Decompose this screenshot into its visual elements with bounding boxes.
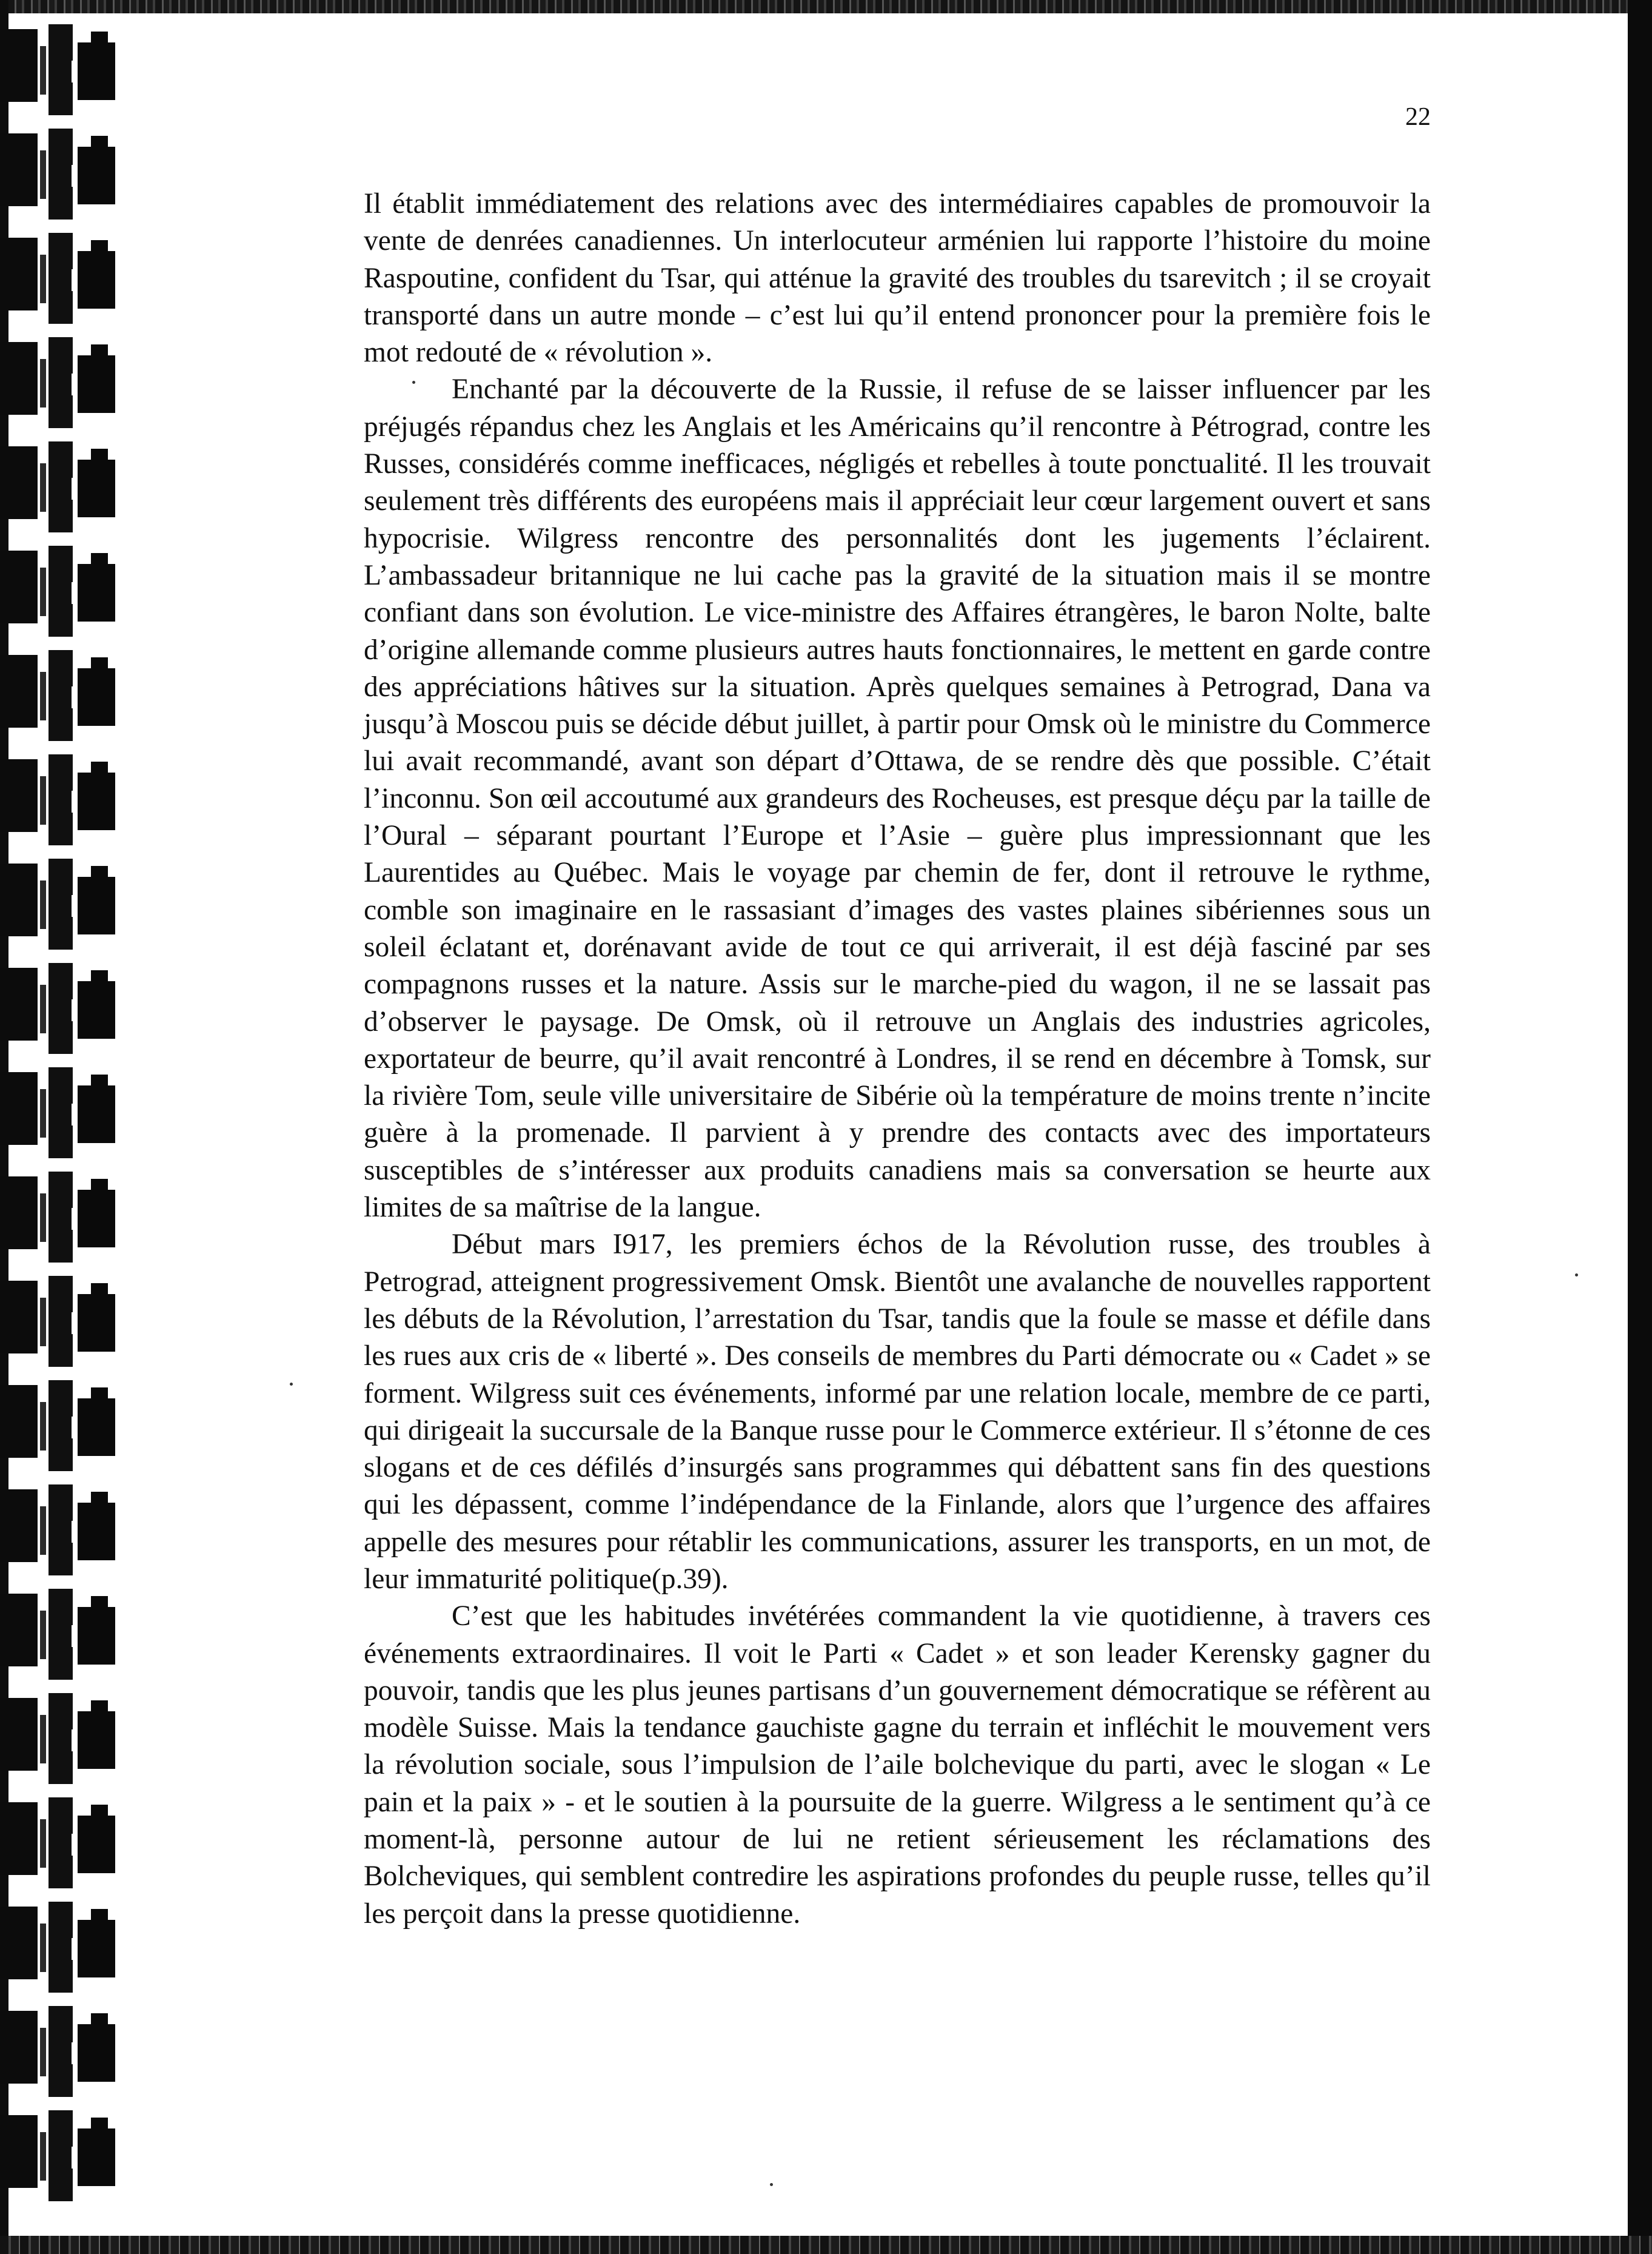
binding-coil-part [0, 1802, 38, 1875]
binding-coil-part [78, 355, 115, 413]
binding-coil-part [78, 668, 115, 726]
binding-coil-part [40, 672, 46, 720]
binding-coil-part [48, 441, 73, 532]
binding-coil-part [91, 1179, 108, 1192]
binding-coil-part [0, 133, 38, 206]
binding-coil [0, 1067, 133, 1158]
binding-coil-part [78, 1816, 115, 1873]
binding-coil-part [0, 1489, 38, 1562]
binding-coil-part [40, 463, 46, 512]
binding-coil-part [40, 2028, 46, 2076]
binding-coil-part [91, 449, 108, 462]
binding-coil-part [48, 650, 73, 741]
binding-coil-part [0, 1176, 38, 1249]
scan-speck [412, 381, 415, 384]
binding-coil-part [91, 1909, 108, 1922]
binding-coil-part [40, 985, 46, 1033]
binding-coil-part [48, 1797, 73, 1888]
binding-coil-part [91, 762, 108, 775]
binding-coil-part [0, 1698, 38, 1771]
binding-coil [0, 441, 133, 532]
binding-coil-part [91, 240, 108, 253]
binding-coil-part [0, 1281, 38, 1353]
binding-coil-part [0, 551, 38, 623]
spiral-binding [0, 24, 133, 2244]
binding-coil-part [40, 1298, 46, 1346]
binding-coil-part [91, 32, 108, 45]
binding-coil-part [40, 1506, 46, 1555]
binding-coil-part [78, 147, 115, 204]
binding-coil-part [78, 1607, 115, 1665]
binding-coil-part [0, 342, 38, 415]
binding-coil-part [0, 29, 38, 102]
scan-speck [770, 2183, 773, 2186]
binding-coil [0, 1589, 133, 1680]
body-text [364, 186, 1431, 1933]
binding-coil-part [40, 776, 46, 825]
binding-coil-part [0, 1385, 38, 1458]
binding-coil-part [48, 1067, 73, 1158]
binding-coil-part [0, 446, 38, 519]
binding-coil-part [91, 1283, 108, 1296]
binding-coil-part [40, 1611, 46, 1659]
paragraph-2: Enchanté par la découverte de la Russie, il refuse de se laisser influencer par les préjugés répandus chez les Anglais et les Américains qu’il rencontre à Pétrograd, contre les Russes, considérés comme inefficaces, négligés et rebelles à toute ponctualité. Il les trouvait seulement très différents des européens mais il appréciait leur cœur largement ouvert et sans hypocrisie. Wilgress rencontre des personnalités dont les jugements l’éclairent. L’ambassadeur britannique ne lui cache pas la gravité de la situation mais il se montre confiant dans son évolution. Le vice-ministre des Affaires étrangères, le baron Nolte, balte d’origine allemande comme plusieurs autres hauts fonctionnaires, le mettent en garde contre des appréciations hâtives sur la situation. Après quelques semaines à Petrograd, Dana va jusqu’à Moscou puis se décide début juillet, à partir pour Omsk où le ministre du Commerce lui avait recommandé, avant son départ d’Ottawa, de se rendre dès que possible. C’était l’inconnu. Son œil accoutumé aux grandeurs des Rocheuses, est presque déçu par la taille de l’Oural – séparant pourtant l’Europe et l’Asie – guère plus impressionnant que les Laurentides au Québec. Mais le voyage par chemin de fer, dont il retrouve le rythme, comble son imaginaire en le rassasiant d’images des vastes plaines sibériennes sous un soleil éclatant et, dorénavant avide de tout ce qui arriverait, il est déjà fasciné par ses compagnons russes et la nature. Assis sur le marche-pied du wagon, il ne se lassait pas d’observer le paysage. De Omsk, où il retrouve un Anglais des industries agricoles, exportateur de beurre, qu’il avait rencontré à Londres, il se rend en décembre à Tomsk, sur la rivière Tom, seule ville universitaire de Sibérie où la température de moins trente n’incite guère à la promenade. Il parvient à y prendre des contacts avec des importateurs susceptibles de s’intéresser aux produits canadiens mais sa conversation se heurte aux limites de sa maîtrise de la langue. [364, 374, 1431, 1224]
binding-coil-part [48, 233, 73, 324]
binding-coil-part [48, 337, 73, 428]
binding-coil-part [91, 2013, 108, 2027]
binding-coil-part [78, 42, 115, 100]
binding-coil-part [48, 1589, 73, 1680]
binding-coil-part [91, 1075, 108, 1088]
binding-coil-part [91, 1596, 108, 1609]
binding-coil-part [40, 1193, 46, 1242]
scan-border-right [1628, 0, 1652, 2254]
binding-coil [0, 1797, 133, 1888]
binding-coil-part [40, 1715, 46, 1763]
binding-coil-part [91, 2118, 108, 2131]
binding-coil-part [78, 460, 115, 517]
binding-coil-part [78, 877, 115, 934]
binding-coil-part [48, 2006, 73, 2097]
binding-coil [0, 337, 133, 428]
binding-coil-part [40, 150, 46, 199]
binding-coil-part [48, 1172, 73, 1263]
binding-coil-part [91, 344, 108, 358]
binding-coil [0, 1380, 133, 1471]
binding-coil-part [40, 46, 46, 95]
binding-coil [0, 1902, 133, 1993]
binding-coil-part [48, 1484, 73, 1575]
binding-coil [0, 129, 133, 220]
binding-coil-part [48, 546, 73, 637]
binding-coil-part [40, 1924, 46, 1972]
binding-coil-part [0, 1594, 38, 1666]
binding-coil-part [78, 1190, 115, 1247]
binding-coil [0, 1172, 133, 1263]
binding-coil-part [0, 864, 38, 936]
binding-coil-part [78, 564, 115, 622]
binding-coil-part [91, 136, 108, 149]
binding-coil-part [48, 1902, 73, 1993]
binding-coil [0, 2006, 133, 2097]
binding-coil-part [78, 1398, 115, 1456]
binding-coil [0, 754, 133, 845]
binding-coil-part [91, 970, 108, 984]
paragraph-4: C’est que les habitudes invétérées commandent la vie quotidienne, à travers ces événements extraordinaires. Il voit le Parti « Cadet » et son leader Kerensky gagner du pouvoir, tandis que les plus jeunes partisans d’un gouvernement démocratique se réfèrent au modèle Suisse. Mais la tendance gauchiste gagne du terrain et infléchit le mouvement vers la révolution sociale, sous l’impulsion de l’aile bolchevique du parti, avec le slogan « Le pain et la paix » - et le soutien à la poursuite de la guerre. Wilgress a le sentiment qu’à ce moment-là, personne autour de lui ne retient sérieusement les réclamations des Bolcheviques, qui semblent contredire les aspirations profondes du peuple russe, telles qu’il les perçoit dans la presse quotidienne. [364, 1600, 1431, 1930]
binding-coil-part [48, 963, 73, 1054]
binding-coil-part [91, 657, 108, 671]
scan-speck [1575, 1273, 1578, 1276]
binding-coil-part [48, 1693, 73, 1784]
binding-coil-part [78, 2128, 115, 2186]
binding-coil-part [91, 866, 108, 879]
binding-coil-part [0, 968, 38, 1041]
binding-coil-part [78, 2024, 115, 2082]
binding-coil-part [48, 1380, 73, 1471]
binding-coil-part [78, 1503, 115, 1560]
binding-coil [0, 1276, 133, 1367]
scan-border-bottom [0, 2236, 1652, 2254]
binding-coil-part [78, 251, 115, 309]
binding-coil-part [78, 1711, 115, 1769]
binding-coil-part [91, 1700, 108, 1714]
binding-coil [0, 24, 133, 115]
binding-coil-part [78, 1920, 115, 1977]
binding-coil-part [40, 568, 46, 616]
binding-coil-part [40, 255, 46, 303]
binding-coil-part [0, 238, 38, 310]
binding-coil [0, 963, 133, 1054]
binding-coil-part [48, 754, 73, 845]
page-number: 22 [1405, 103, 1431, 131]
binding-coil-part [48, 2110, 73, 2201]
binding-coil-part [78, 981, 115, 1039]
binding-coil [0, 650, 133, 741]
binding-coil-part [91, 1387, 108, 1401]
binding-coil-part [0, 655, 38, 728]
binding-coil-part [40, 359, 46, 408]
binding-coil-part [0, 1072, 38, 1145]
binding-coil-part [48, 1276, 73, 1367]
binding-coil-part [40, 1819, 46, 1868]
scan-border-top [0, 0, 1652, 13]
binding-coil-part [78, 773, 115, 830]
binding-coil-part [0, 2115, 38, 2188]
binding-coil-part [48, 24, 73, 115]
binding-coil-part [48, 129, 73, 220]
binding-coil-part [78, 1085, 115, 1143]
binding-coil-part [0, 1907, 38, 1979]
binding-coil-part [40, 1089, 46, 1138]
binding-coil-part [91, 1492, 108, 1505]
binding-coil-part [40, 2132, 46, 2181]
binding-coil-part [91, 1805, 108, 1818]
binding-coil-part [40, 1402, 46, 1451]
binding-coil [0, 1693, 133, 1784]
binding-coil-part [91, 553, 108, 566]
binding-coil [0, 1484, 133, 1575]
binding-coil [0, 2110, 133, 2201]
binding-coil-part [0, 2011, 38, 2084]
binding-coil-part [40, 880, 46, 929]
paragraph-1: Il établit immédiatement des relations avec des intermédiaires capables de promouvoir la vente de denrées canadiennes. Un interlocuteur arménien lui rapporte l’histoire du moine Raspoutine, confident du Tsar, qui atténue la gravité des troubles du tsarevitch ; il se croyait transporté dans un autre monde – c’est lui qu’il entend prononcer pour la première fois le mot redouté de « révolution ». [364, 188, 1431, 369]
binding-coil [0, 859, 133, 950]
binding-coil [0, 546, 133, 637]
binding-coil-part [48, 859, 73, 950]
scan-speck [290, 1383, 293, 1386]
binding-coil [0, 233, 133, 324]
binding-coil-part [78, 1294, 115, 1352]
binding-coil-part [0, 759, 38, 832]
paragraph-3: Début mars I917, les premiers échos de la Révolution russe, des troubles à Petrograd, atteignent progressivement Omsk. Bientôt une avalanche de nouvelles rapportent les débuts de la Révolution, l’arrestation du Tsar, tandis que la foule se masse et défile dans les rues aux cris de « liberté ». Des conseils de membres du Parti démocrate ou « Cadet » se forment. Wilgress suit ces événements, informé par une relation locale, membre de ce parti, qui dirigeait la succursale de la Banque russe pour le Commerce extérieur. Il s’étonne de ces slogans et de ces défilés d’insurgés sans programmes qui débattent sans fin des questions qui les dépassent, comme l’indépendance de la Finlande, alors que l’urgence des affaires appelle des mesures pour rétablir les communications, assurer les transports, en un mot, de leur immaturité politique(p.39). [364, 1229, 1431, 1595]
